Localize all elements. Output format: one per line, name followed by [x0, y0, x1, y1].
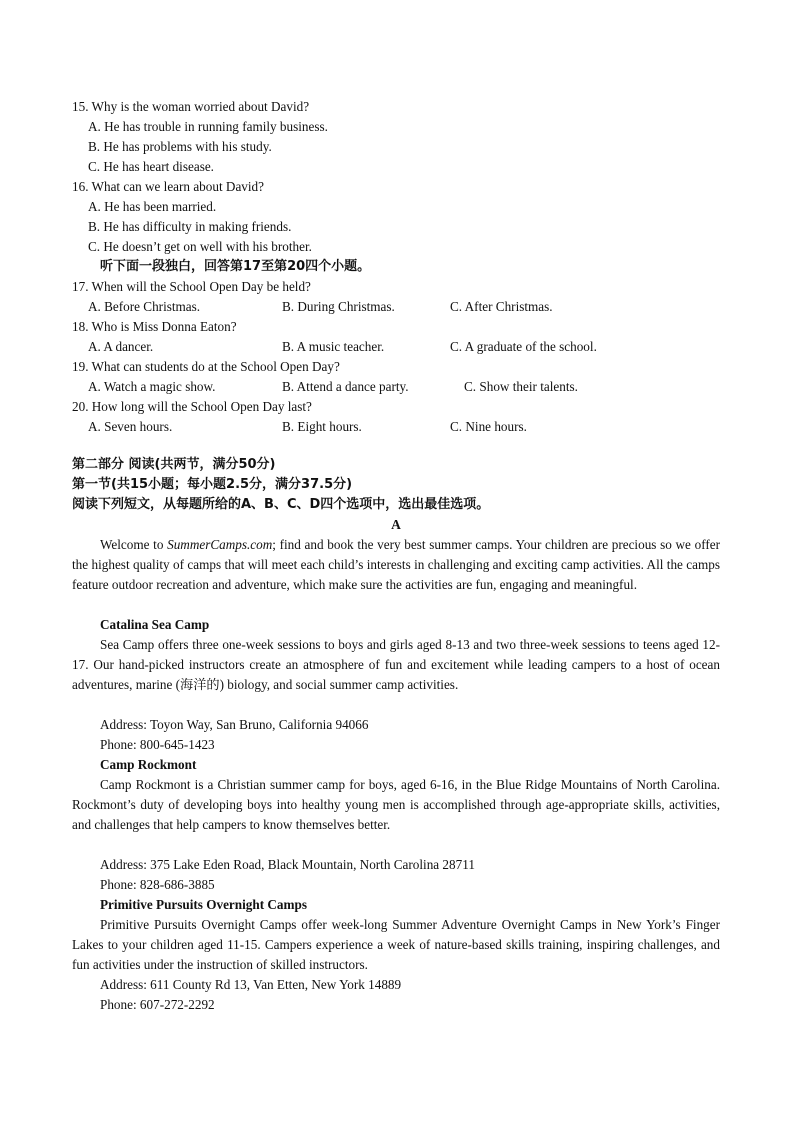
q20-stem: 20. How long will the School Open Day last?: [72, 399, 312, 414]
section-title: 第一节(共15小题；每小题2.5分，满分37.5分): [72, 477, 353, 492]
camp3-phone: Phone: 607-272-2292: [100, 997, 215, 1012]
q19-option-c: C. Show their talents.: [464, 379, 578, 394]
passage-letter: A: [391, 517, 401, 532]
camp2-description: Camp Rockmont is a Christian summer camp for boys, aged 6-16, in the Blue Ridge Mountains of North Carolina. Rockmont’s duty of developing boys into healthy young men is accomplished through age-appropriate skills, activities, and challenges that help campers to know themselves better.: [72, 777, 720, 832]
reading-instruction: 阅读下列短文，从每题所给的A、B、C、D四个选项中，选出最佳选项。: [72, 497, 490, 512]
intro-paragraph: [72, 535, 720, 595]
q17-option-a: A. Before Christmas.: [88, 299, 201, 314]
site-name: SummerCamps.com: [167, 537, 273, 552]
q19-option-b: B. Attend a dance party.: [282, 379, 409, 394]
q17-option-b: B. During Christmas.: [282, 299, 395, 314]
camp1-address: Address: Toyon Way, San Bruno, California 94066: [100, 717, 369, 732]
q20-option-c: C. Nine hours.: [450, 419, 527, 434]
part-title: 第二部分 阅读(共两节，满分50分): [72, 457, 276, 472]
q20-option-b: B. Eight hours.: [282, 419, 362, 434]
q16-option-c: C. He doesn’t get on well with his brother.: [88, 239, 312, 254]
q15-option-b: B. He has problems with his study.: [88, 139, 272, 154]
intro-text-before-site: Welcome to: [100, 537, 168, 552]
camp3-name: Primitive Pursuits Overnight Camps: [100, 897, 307, 912]
intro-text-after-site: ; find and book the very best summer camps. Your children are precious so we offer the highest quality of camps that will meet each child’s interests in challenging and exciting camp activities. All the camps feature outdoor recreation and adventure, which make sure the activities are fun, engaging and meaningful.: [72, 537, 720, 592]
camp2-phone: Phone: 828-686-3885: [100, 877, 215, 892]
camp3-description: Primitive Pursuits Overnight Camps offer week-long Summer Adventure Overnight Camps in New York’s Finger Lakes to your children aged 11-15. Campers experience a week of nature-based skills training, inspiring challenges, and fun activities under the instruction of skilled instructors.: [72, 917, 720, 972]
q15-option-a: A. He has trouble in running family business.: [88, 119, 328, 134]
q17-stem: 17. When will the School Open Day be held?: [72, 279, 311, 294]
camp1-phone: Phone: 800-645-1423: [100, 737, 215, 752]
camp1-description: Sea Camp offers three one-week sessions to boys and girls aged 8-13 and two three-week sessions to teens aged 12-17. Our hand-picked instructors create an atmosphere of fun and excitement while leading campers to a host of ocean adventures, marine (海洋的) biology, and social summer camp activities.: [72, 637, 720, 692]
camp2-address: Address: 375 Lake Eden Road, Black Mountain, North Carolina 28711: [100, 857, 475, 872]
q16-option-a: A. He has been married.: [88, 199, 217, 214]
q18-stem: 18. Who is Miss Donna Eaton?: [72, 319, 237, 334]
camp2-name: Camp Rockmont: [100, 757, 197, 772]
q18-option-a: A. A dancer.: [88, 339, 154, 354]
q19-stem: 19. What can students do at the School Open Day?: [72, 359, 340, 374]
camp1-name: Catalina Sea Camp: [100, 617, 210, 632]
q19-option-a: A. Watch a magic show.: [88, 379, 216, 394]
q18-option-b: B. A music teacher.: [282, 339, 385, 354]
q15-stem: 15. Why is the woman worried about David?: [72, 99, 310, 114]
camp3-address: Address: 611 County Rd 13, Van Etten, New York 14889: [100, 977, 402, 992]
q16-option-b: B. He has difficulty in making friends.: [88, 219, 292, 234]
monologue-instruction: 听下面一段独白，回答第17至第20四个小题。: [100, 259, 371, 274]
q20-option-a: A. Seven hours.: [88, 419, 173, 434]
q15-option-c: C. He has heart disease.: [88, 159, 214, 174]
q17-option-c: C. After Christmas.: [450, 299, 553, 314]
q16-stem: 16. What can we learn about David?: [72, 179, 264, 194]
q18-option-c: C. A graduate of the school.: [450, 339, 597, 354]
